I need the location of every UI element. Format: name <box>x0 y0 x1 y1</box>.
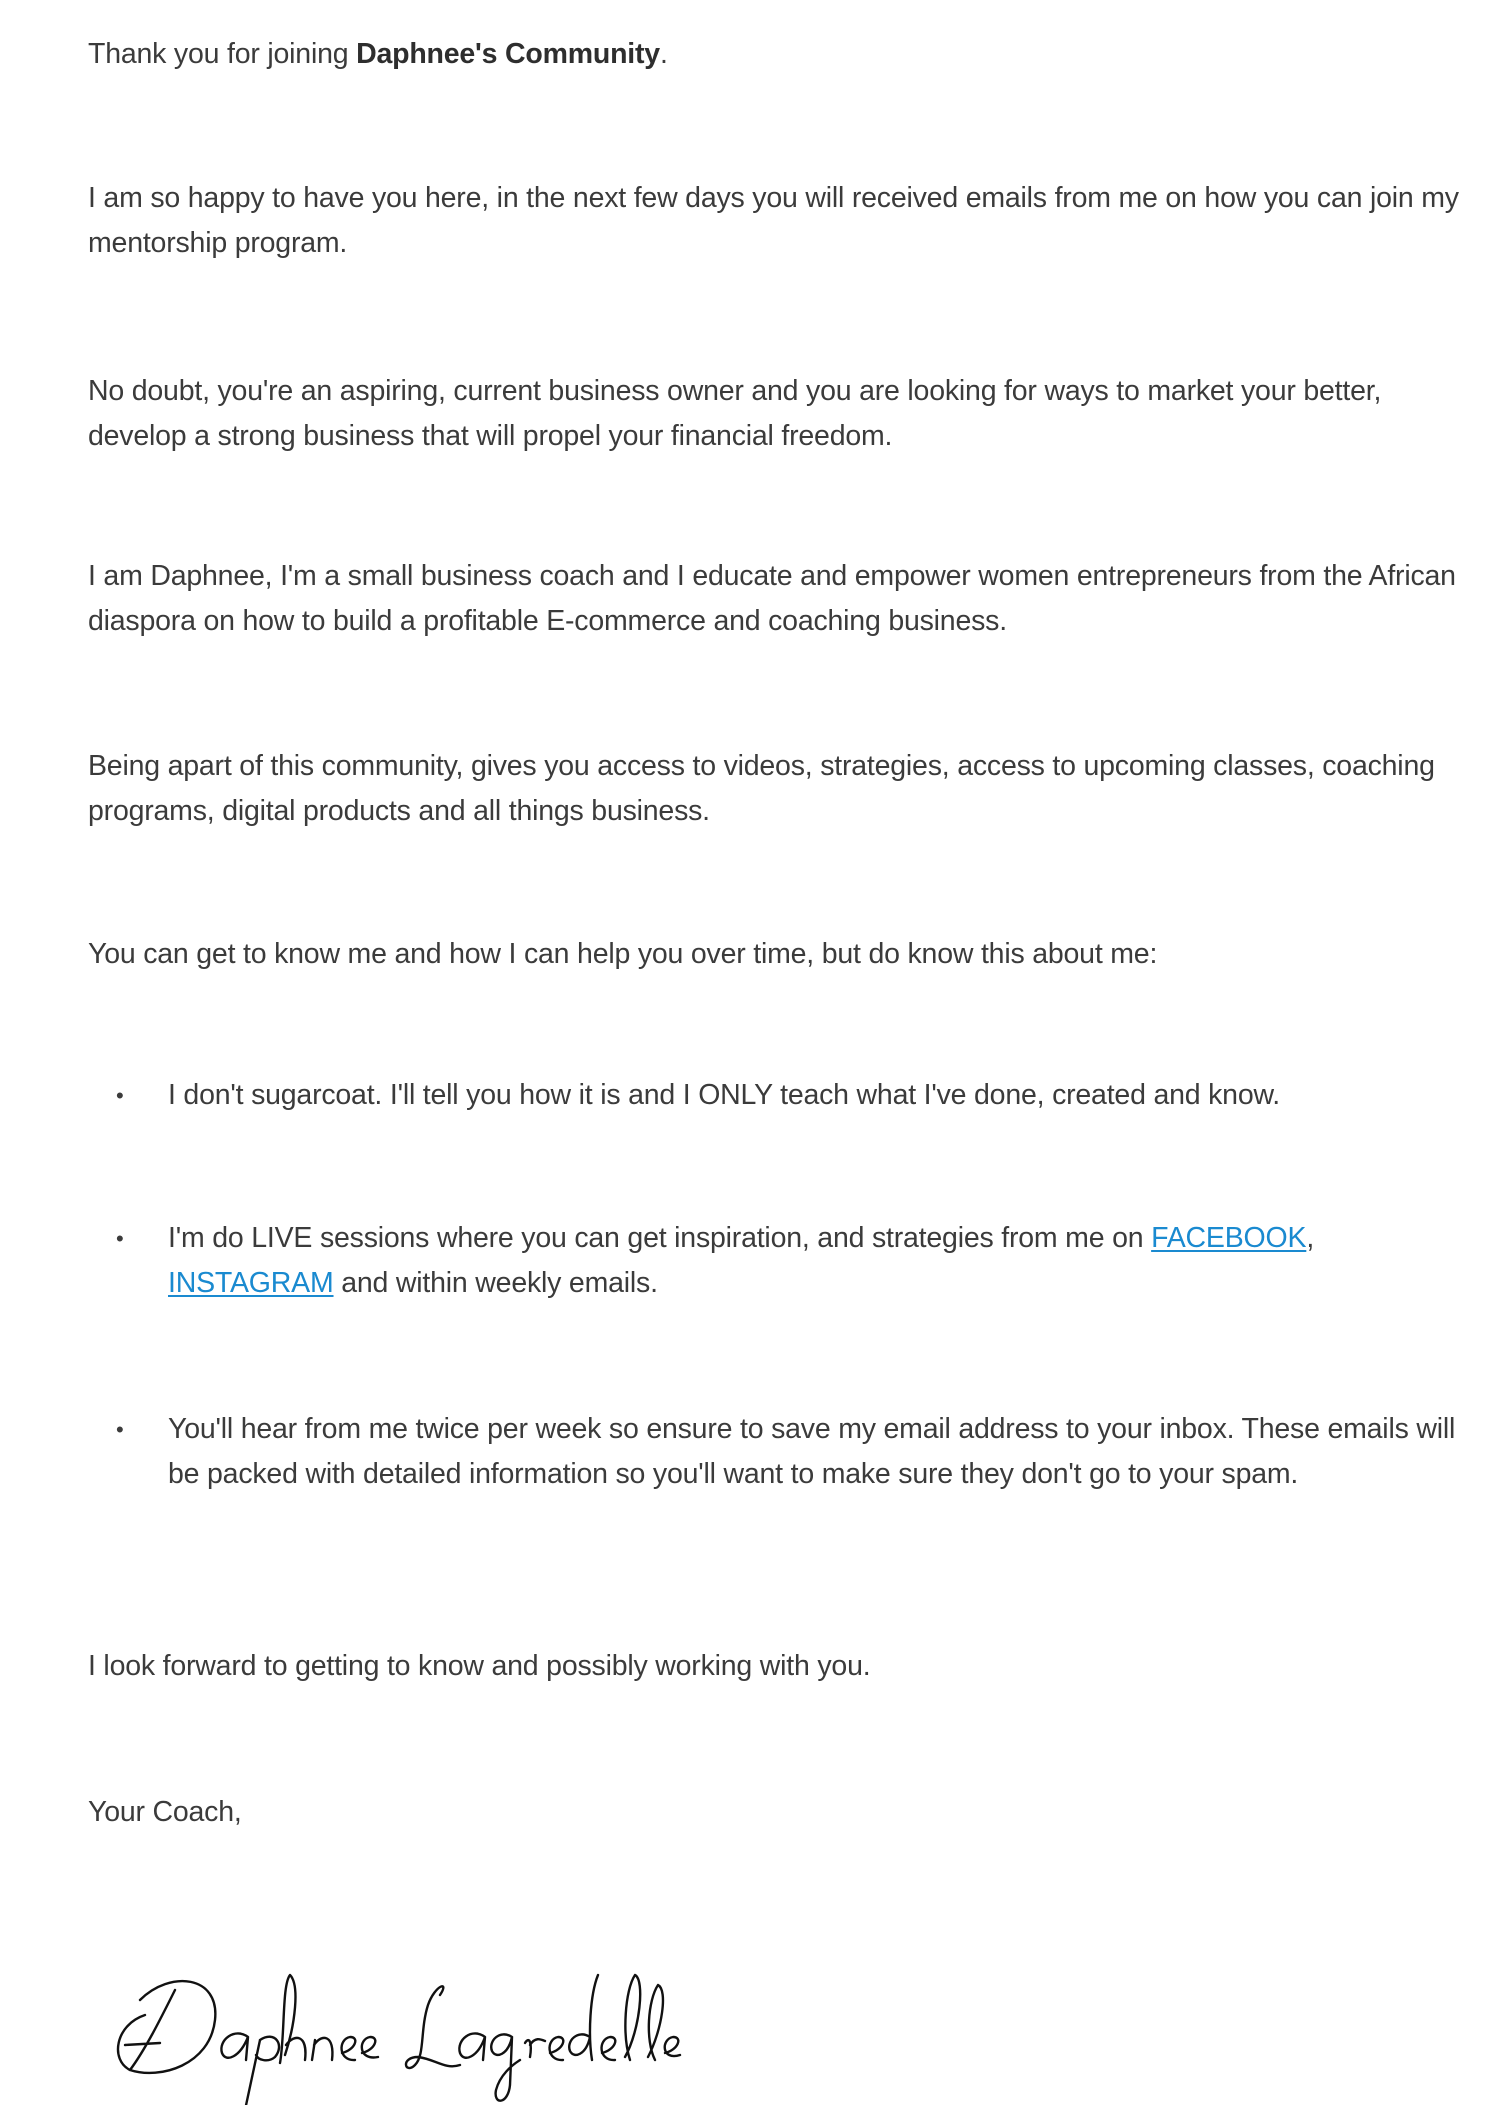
bullet-item-live-sessions <box>168 1216 1478 1306</box>
bullet-dot-icon: • <box>116 1226 124 1251</box>
greeting-line <box>88 32 1478 77</box>
bullet-text: and within weekly emails. <box>333 1267 658 1299</box>
signature-image <box>100 1945 740 2105</box>
paragraph-know-me: You can get to know me and how I can help you over time, but do know this about me: <box>88 938 1158 970</box>
greeting-prefix: Thank you for joining <box>88 38 357 70</box>
bullet-dot-icon: • <box>116 1083 124 1108</box>
paragraph-about-daphnee: I am Daphnee, I'm a small business coach and I educate and empower women entrepreneurs from the African diaspora on how to build a profitable E-commerce and coaching business. <box>88 560 1456 637</box>
paragraph-welcome: I am so happy to have you here, in the next few days you will received emails from me on how you can join my mentorship program. <box>88 182 1459 259</box>
bullet-text: I'm do LIVE sessions where you can get inspiration, and strategies from me on <box>168 1222 1152 1254</box>
bullet-text: , <box>1306 1222 1315 1254</box>
paragraph-business-owner: No doubt, you're an aspiring, current business owner and you are looking for ways to market your better, develop a strong business that will propel your financial freedom. <box>88 375 1382 452</box>
paragraph-community-access: Being apart of this community, gives you access to videos, strategies, access to upcoming classes, coaching programs, digital products and all things business. <box>88 750 1435 827</box>
bullet-item-no-sugarcoat: I don't sugarcoat. I'll tell you how it is and I ONLY teach what I've done, created and know. <box>168 1079 1280 1111</box>
greeting-suffix: . <box>659 38 668 70</box>
bullet-dot-icon: • <box>116 1417 124 1442</box>
facebook-link[interactable]: FACEBOOK <box>1151 1222 1307 1254</box>
closing-line: I look forward to getting to know and possibly working with you. <box>88 1650 871 1682</box>
bullet-item-twice-weekly: You'll hear from me twice per week so ensure to save my email address to your inbox. These emails will be packed with detailed information so you'll want to make sure they don't go to your spam. <box>168 1413 1456 1490</box>
community-name: Daphnee's Community <box>356 38 660 70</box>
signoff: Your Coach, <box>88 1796 242 1828</box>
instagram-link[interactable]: INSTAGRAM <box>168 1267 334 1299</box>
